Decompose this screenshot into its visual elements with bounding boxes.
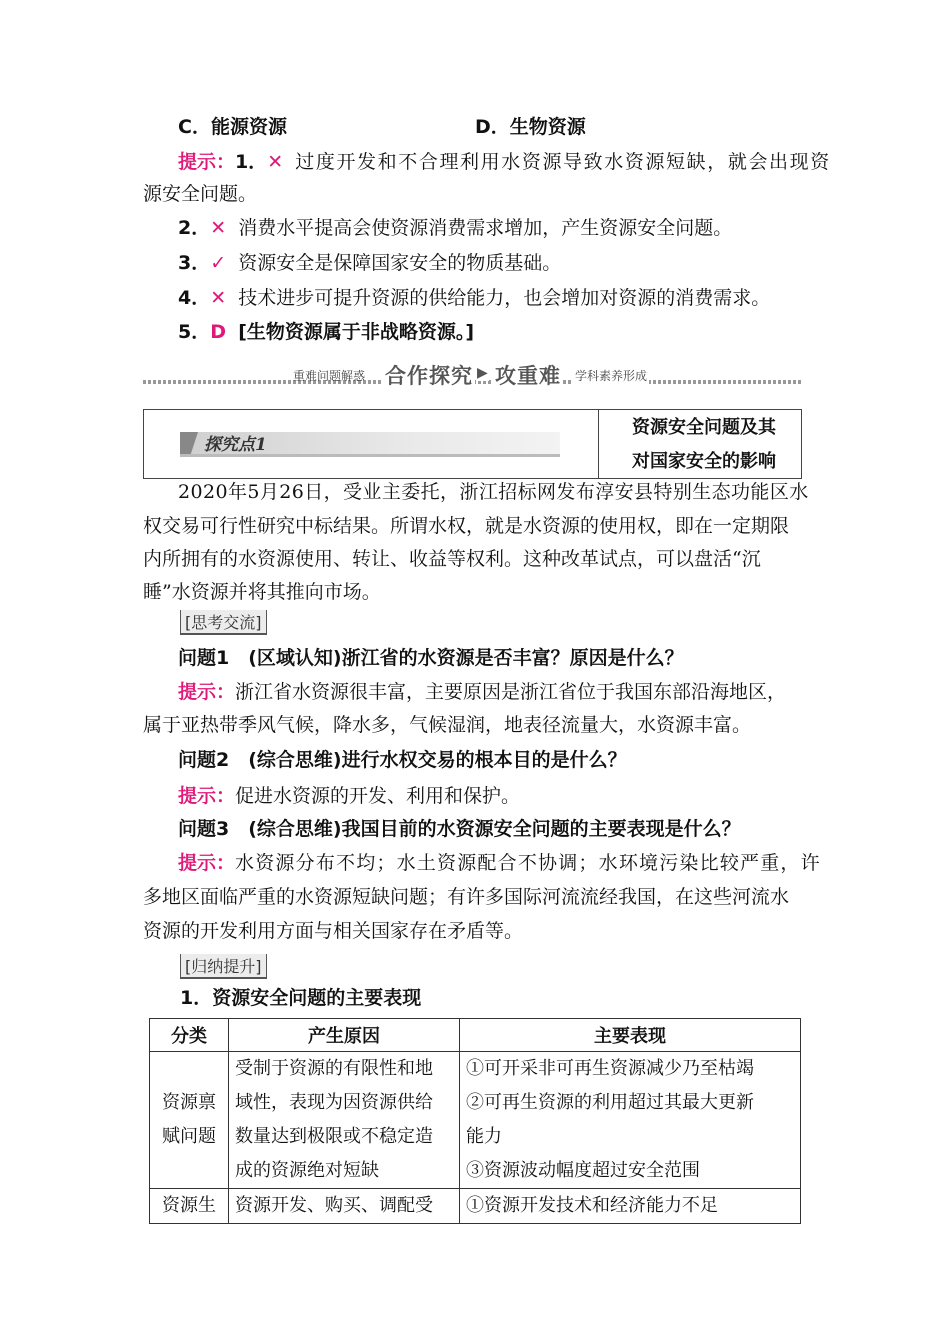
- question-3: 问题3 (综合思维)我国目前的水资源安全问题的主要表现是什么？: [178, 818, 741, 840]
- answer-3-line-2: 多地区面临严重的水资源短缺问题；有许多国际河流流经我国，在这些河流水: [143, 886, 790, 908]
- answer-2: 提示：促进水资源的开发、利用和保护。: [178, 785, 521, 807]
- hint-5: 5．D [生物资源属于非战略资源。]: [178, 321, 475, 343]
- check-icon: ✓: [210, 252, 227, 274]
- table-row: [150, 1189, 801, 1224]
- hint-1: 提示：1．✕ 过度开发和不合理利用水资源导致水资源短缺，就会出现资: [178, 151, 831, 173]
- banner-right: 学科素养形成: [575, 369, 648, 383]
- answer-1-line-1: 提示：浙江省水资源很丰富，主要原因是浙江省位于我国东部沿海地区，: [178, 681, 787, 703]
- passage-line-2: 权交易可行性研究中标结果。所谓水权，就是水资源的使用权，即在一定期限: [143, 515, 790, 537]
- answer-letter: D: [210, 321, 227, 343]
- row2-show: ①资源开发技术和经济能力不足: [460, 1189, 801, 1224]
- resource-table: [149, 1018, 801, 1224]
- row2-reason: 资源开发、购买、调配受: [229, 1189, 460, 1224]
- question-2: 问题2 (综合思维)进行水权交易的根本目的是什么？: [178, 749, 627, 771]
- banner-arrow-icon: ▶: [477, 365, 489, 381]
- explore-point-box: [143, 409, 802, 479]
- answer-3-line-3: 资源的开发利用方面与相关国家存在矛盾等。: [143, 920, 524, 942]
- think-label: [思考交流]: [180, 610, 267, 635]
- answer-1-line-2: 属于亚热带季风气候，降水多，气候湿润，地表径流量大，水资源丰富。: [143, 714, 752, 736]
- banner-title-a: 合作探究: [383, 360, 475, 390]
- table-header-row: [150, 1019, 801, 1052]
- option-d: D．生物资源: [475, 116, 586, 138]
- box-divider: [598, 410, 599, 478]
- explore-tag-text: 探究点1: [204, 435, 267, 455]
- explore-title: 资源安全问题及其 对国家安全的影响: [632, 417, 776, 472]
- row1-show: ①可开采非可再生资源减少乃至枯竭 ②可再生资源的利用超过其最大更新 能力 ③资源波动幅度超过安全范围: [460, 1052, 801, 1189]
- header-reason: 产生原因: [229, 1019, 460, 1052]
- hint-4: 4．✕ 技术进步可提升资源的供给能力，也会增加对资源的消费需求。: [178, 287, 771, 309]
- answer-3-line-1: 提示：水资源分布不均；水土资源配合不协调；水环境污染比较严重，许: [178, 852, 821, 874]
- hint-2: 2．✕ 消费水平提高会使资源消费需求增加，产生资源安全问题。: [178, 217, 733, 239]
- hint-3: 3．✓ 资源安全是保障国家安全的物质基础。: [178, 252, 562, 274]
- header-category: 分类: [150, 1019, 229, 1052]
- passage-line-3: 内所拥有的水资源使用、转让、收益等权利。这种改革试点，可以盘活“沉: [143, 548, 761, 570]
- tag-cap: [180, 432, 198, 454]
- hint-label: 提示：: [178, 151, 236, 173]
- question-1: 问题1 (区域认知)浙江省的水资源是否丰富？原因是什么？: [178, 647, 684, 669]
- row2-category: 资源生: [150, 1189, 229, 1224]
- passage-line-1: 2020年5月26日，受业主委托，浙江招标网发布淳安县特别生态功能区水: [178, 481, 809, 503]
- cross-icon: ✕: [210, 287, 227, 309]
- cross-icon: ✕: [210, 217, 227, 239]
- row1-reason: 受制于资源的有限性和地 域性，表现为因资源供给 数量达到极限或不稳定造 成的资源绝对短缺: [229, 1052, 460, 1189]
- option-c: C．能源资源: [178, 116, 287, 138]
- banner-title-b: 攻重难: [493, 360, 563, 390]
- passage-line-4: 睡”水资源并将其推向市场。: [143, 581, 381, 603]
- row1-category: 资源禀 赋问题: [150, 1052, 229, 1189]
- explore-tag: [180, 432, 560, 457]
- hint-1-cont: 源安全问题。: [143, 183, 258, 205]
- section-banner: [143, 358, 801, 390]
- cross-icon: ✕: [267, 151, 284, 173]
- header-show: 主要表现: [460, 1019, 801, 1052]
- section-1-title: 1．资源安全问题的主要表现: [180, 987, 422, 1009]
- table-row: [150, 1052, 801, 1189]
- banner-left: 重难问题解惑: [293, 369, 366, 383]
- summary-label: [归纳提升]: [180, 954, 267, 979]
